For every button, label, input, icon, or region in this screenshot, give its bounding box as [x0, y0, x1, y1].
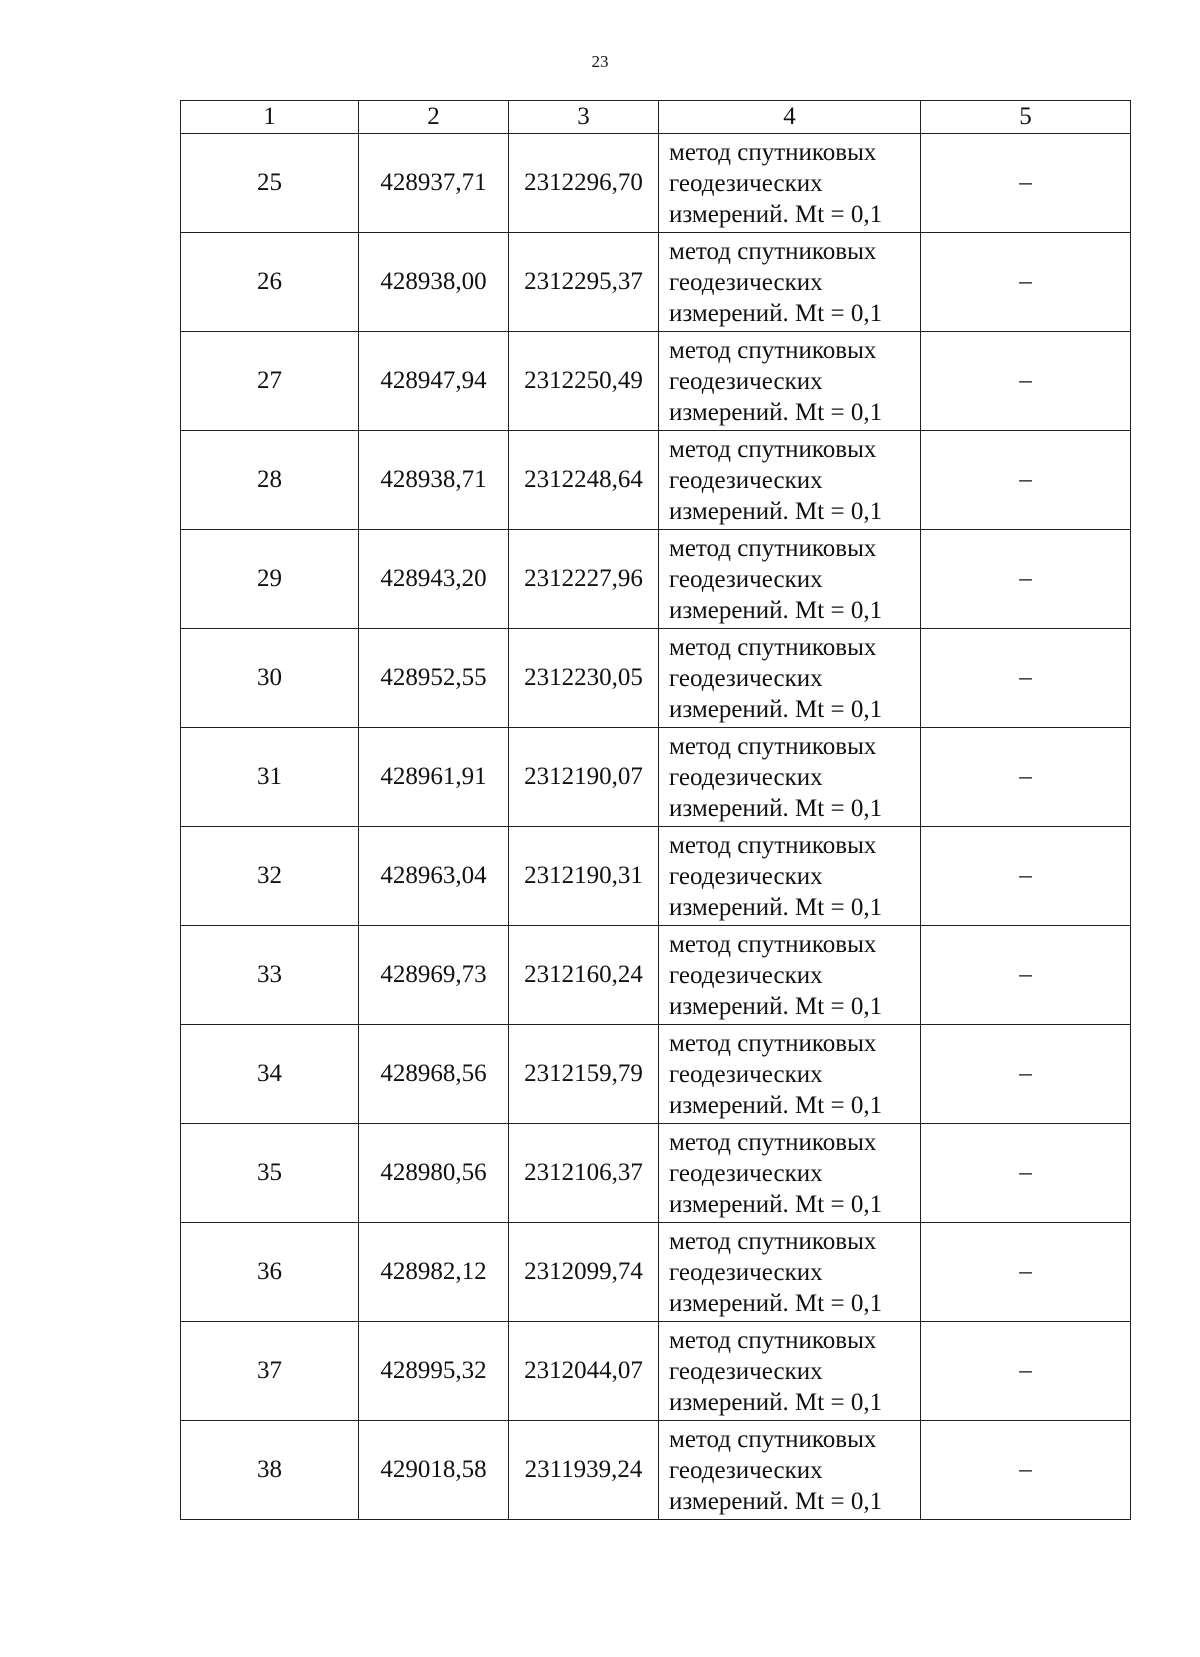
- x-coordinate-cell: 429018,58: [359, 1421, 509, 1520]
- y-coordinate-cell: 2312160,24: [509, 926, 659, 1025]
- method-line: геодезических: [669, 763, 823, 791]
- method-line: геодезических: [669, 367, 823, 395]
- method-line: метод спутниковых: [669, 930, 877, 958]
- y-coordinate-cell: 2312159,79: [509, 1025, 659, 1124]
- note-cell: –: [921, 134, 1131, 233]
- column-header-2: 2: [359, 101, 509, 134]
- x-coordinate-cell: 428961,91: [359, 728, 509, 827]
- method-line: измерений. Mt = 0,1: [669, 1388, 883, 1416]
- table-row: [181, 1322, 1131, 1421]
- table-row: [181, 1421, 1131, 1520]
- method-line: геодезических: [669, 1258, 823, 1286]
- method-cell: [659, 1223, 921, 1322]
- note-cell: –: [921, 233, 1131, 332]
- point-number-cell: 26: [181, 233, 359, 332]
- point-number-cell: 30: [181, 629, 359, 728]
- table-row: [181, 1124, 1131, 1223]
- method-line: измерений. Mt = 0,1: [669, 695, 883, 723]
- method-line: геодезических: [669, 664, 823, 692]
- column-header-5: 5: [921, 101, 1131, 134]
- note-cell: –: [921, 1025, 1131, 1124]
- point-number-cell: 33: [181, 926, 359, 1025]
- method-line: метод спутниковых: [669, 336, 877, 364]
- note-cell: –: [921, 1421, 1131, 1520]
- point-number-cell: 27: [181, 332, 359, 431]
- method-line: измерений. Mt = 0,1: [669, 596, 883, 624]
- x-coordinate-cell: 428968,56: [359, 1025, 509, 1124]
- method-line: измерений. Mt = 0,1: [669, 200, 883, 228]
- x-coordinate-cell: 428938,00: [359, 233, 509, 332]
- note-cell: –: [921, 629, 1131, 728]
- method-cell: [659, 134, 921, 233]
- table-row: [181, 629, 1131, 728]
- coordinates-table: [180, 100, 1131, 1520]
- point-number-cell: 35: [181, 1124, 359, 1223]
- method-line: метод спутниковых: [669, 633, 877, 661]
- note-cell: –: [921, 530, 1131, 629]
- method-line: измерений. Mt = 0,1: [669, 1190, 883, 1218]
- method-line: геодезических: [669, 466, 823, 494]
- y-coordinate-cell: 2312099,74: [509, 1223, 659, 1322]
- y-coordinate-cell: 2312227,96: [509, 530, 659, 629]
- method-cell: [659, 332, 921, 431]
- y-coordinate-cell: 2312190,31: [509, 827, 659, 926]
- point-number-cell: 38: [181, 1421, 359, 1520]
- table-row: [181, 134, 1131, 233]
- method-line: геодезических: [669, 1159, 823, 1187]
- point-number-cell: 34: [181, 1025, 359, 1124]
- point-number-cell: 25: [181, 134, 359, 233]
- table-row: [181, 1223, 1131, 1322]
- method-cell: [659, 629, 921, 728]
- point-number-cell: 32: [181, 827, 359, 926]
- table-row: [181, 530, 1131, 629]
- method-line: метод спутниковых: [669, 138, 877, 166]
- method-line: метод спутниковых: [669, 1128, 877, 1156]
- note-cell: –: [921, 827, 1131, 926]
- y-coordinate-cell: 2312295,37: [509, 233, 659, 332]
- x-coordinate-cell: 428938,71: [359, 431, 509, 530]
- method-line: метод спутниковых: [669, 831, 877, 859]
- method-cell: [659, 431, 921, 530]
- table-row: [181, 431, 1131, 530]
- note-cell: –: [921, 1322, 1131, 1421]
- y-coordinate-cell: 2312190,07: [509, 728, 659, 827]
- point-number-cell: 37: [181, 1322, 359, 1421]
- note-cell: –: [921, 1124, 1131, 1223]
- method-line: измерений. Mt = 0,1: [669, 398, 883, 426]
- method-line: геодезических: [669, 169, 823, 197]
- column-header-3: 3: [509, 101, 659, 134]
- method-line: измерений. Mt = 0,1: [669, 1289, 883, 1317]
- note-cell: –: [921, 926, 1131, 1025]
- method-cell: [659, 1421, 921, 1520]
- table-row: [181, 332, 1131, 431]
- y-coordinate-cell: 2312248,64: [509, 431, 659, 530]
- table-row: [181, 233, 1131, 332]
- y-coordinate-cell: 2312106,37: [509, 1124, 659, 1223]
- method-line: измерений. Mt = 0,1: [669, 1091, 883, 1119]
- table-row: [181, 1025, 1131, 1124]
- y-coordinate-cell: 2312230,05: [509, 629, 659, 728]
- method-line: метод спутниковых: [669, 435, 877, 463]
- method-line: метод спутниковых: [669, 534, 877, 562]
- method-line: геодезических: [669, 1456, 823, 1484]
- method-line: геодезических: [669, 862, 823, 890]
- x-coordinate-cell: 428995,32: [359, 1322, 509, 1421]
- method-line: метод спутниковых: [669, 1425, 877, 1453]
- table-row: [181, 728, 1131, 827]
- page-number: 23: [591, 52, 609, 71]
- method-line: метод спутниковых: [669, 1029, 877, 1057]
- x-coordinate-cell: 428943,20: [359, 530, 509, 629]
- x-coordinate-cell: 428952,55: [359, 629, 509, 728]
- method-line: метод спутниковых: [669, 732, 877, 760]
- note-cell: –: [921, 332, 1131, 431]
- column-header-4: 4: [659, 101, 921, 134]
- method-line: измерений. Mt = 0,1: [669, 794, 883, 822]
- x-coordinate-cell: 428969,73: [359, 926, 509, 1025]
- method-line: геодезических: [669, 1060, 823, 1088]
- y-coordinate-cell: 2312296,70: [509, 134, 659, 233]
- column-header-1: 1: [181, 101, 359, 134]
- x-coordinate-cell: 428937,71: [359, 134, 509, 233]
- method-cell: [659, 1322, 921, 1421]
- method-line: геодезических: [669, 268, 823, 296]
- method-line: измерений. Mt = 0,1: [669, 497, 883, 525]
- x-coordinate-cell: 428980,56: [359, 1124, 509, 1223]
- method-cell: [659, 530, 921, 629]
- y-coordinate-cell: 2312250,49: [509, 332, 659, 431]
- x-coordinate-cell: 428947,94: [359, 332, 509, 431]
- method-cell: [659, 728, 921, 827]
- method-line: геодезических: [669, 961, 823, 989]
- method-cell: [659, 827, 921, 926]
- point-number-cell: 28: [181, 431, 359, 530]
- x-coordinate-cell: 428982,12: [359, 1223, 509, 1322]
- note-cell: –: [921, 1223, 1131, 1322]
- note-cell: –: [921, 728, 1131, 827]
- method-cell: [659, 1124, 921, 1223]
- method-line: измерений. Mt = 0,1: [669, 299, 883, 327]
- method-cell: [659, 233, 921, 332]
- method-line: геодезических: [669, 565, 823, 593]
- table-row: [181, 827, 1131, 926]
- method-cell: [659, 1025, 921, 1124]
- method-line: метод спутниковых: [669, 237, 877, 265]
- table-row: [181, 926, 1131, 1025]
- x-coordinate-cell: 428963,04: [359, 827, 509, 926]
- method-line: измерений. Mt = 0,1: [669, 992, 883, 1020]
- y-coordinate-cell: 2311939,24: [509, 1421, 659, 1520]
- method-line: измерений. Mt = 0,1: [669, 893, 883, 921]
- point-number-cell: 31: [181, 728, 359, 827]
- note-cell: –: [921, 431, 1131, 530]
- point-number-cell: 29: [181, 530, 359, 629]
- method-line: метод спутниковых: [669, 1326, 877, 1354]
- table-body: [181, 134, 1131, 1520]
- method-line: метод спутниковых: [669, 1227, 877, 1255]
- method-cell: [659, 926, 921, 1025]
- table-header-row: [181, 101, 1131, 134]
- method-line: геодезических: [669, 1357, 823, 1385]
- method-line: измерений. Mt = 0,1: [669, 1487, 883, 1515]
- point-number-cell: 36: [181, 1223, 359, 1322]
- y-coordinate-cell: 2312044,07: [509, 1322, 659, 1421]
